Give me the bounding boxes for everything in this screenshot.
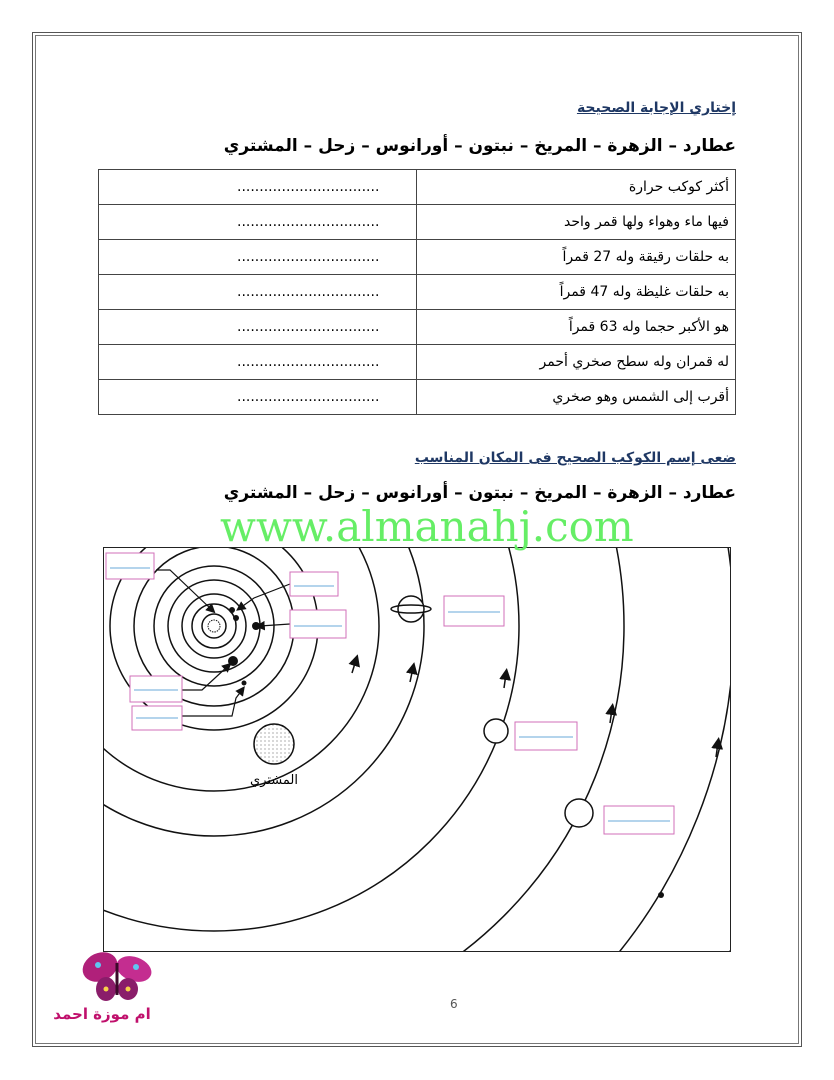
answer-blank[interactable] — [99, 205, 417, 240]
answer-dots: ................................ — [237, 179, 380, 195]
question-text: به حلقات غليظة وله 47 قمراً — [417, 275, 736, 310]
answer-dots: ................................ — [237, 389, 380, 405]
butterfly-logo — [40, 945, 170, 1025]
section1-planet-list: عطارد – الزهرة – المريخ – نبتون – أورانوس – زحل – المشتري — [223, 136, 736, 156]
question-text: أقرب إلى الشمس وهو صخري — [417, 380, 736, 415]
answer-blank[interactable] — [99, 240, 417, 275]
question-row — [99, 310, 736, 345]
pluto-dot — [658, 892, 664, 898]
answer-dots: ................................ — [237, 354, 380, 370]
answer-dots: ................................ — [237, 214, 380, 230]
question-row — [99, 380, 736, 415]
answer-blank[interactable] — [99, 310, 417, 345]
answer-blank[interactable] — [99, 345, 417, 380]
butterfly-icon — [78, 947, 155, 1001]
jupiter-label: المشتري — [250, 773, 298, 788]
answer-blank[interactable] — [99, 275, 417, 310]
earth-dot — [252, 622, 260, 630]
answer-box-lines — [110, 568, 670, 821]
section1-title: إختاري الإجابة الصحيحة — [576, 100, 736, 116]
answer-blank[interactable] — [99, 380, 417, 415]
question-text: له قمران وله سطح صخري أحمر — [417, 345, 736, 380]
neptune-icon — [565, 799, 593, 827]
jupiter-icon — [254, 724, 294, 764]
solar-system-diagram — [103, 547, 731, 952]
section2-title: ضعى إسم الكوكب الصحيح فى المكان المناسب — [414, 450, 736, 466]
question-row — [99, 275, 736, 310]
venus-dot — [233, 615, 239, 621]
saturn-icon — [398, 596, 424, 622]
solar-system-svg — [104, 548, 730, 951]
mars-dot — [228, 656, 238, 666]
answer-dots: ................................ — [237, 249, 380, 265]
question-text: أكثر كوكب حرارة — [417, 170, 736, 205]
question-row — [99, 240, 736, 275]
answer-blank[interactable] — [99, 170, 417, 205]
answer-dots: ................................ — [237, 319, 380, 335]
question-text: به حلقات رقيقة وله 27 قمراً — [417, 240, 736, 275]
question-row — [99, 170, 736, 205]
uranus-icon — [484, 719, 508, 743]
logo-text: ام موزة احمد — [53, 1005, 151, 1023]
question-text: فيها ماء وهواء ولها قمر واحد — [417, 205, 736, 240]
watermark: www.almanahj.com — [220, 502, 634, 551]
section2-planet-list: عطارد – الزهرة – المريخ – نبتون – أورانوس – زحل – المشتري — [223, 483, 736, 503]
answer-dots: ................................ — [237, 284, 380, 300]
asteroid-dot — [242, 681, 247, 686]
question-text: هو الأكبر حجما وله 63 قمراً — [417, 310, 736, 345]
question-row — [99, 205, 736, 240]
sun-icon — [208, 620, 220, 632]
question-row — [99, 345, 736, 380]
mercury-dot — [229, 607, 235, 613]
page-number: 6 — [450, 997, 458, 1011]
question-table — [98, 169, 736, 415]
